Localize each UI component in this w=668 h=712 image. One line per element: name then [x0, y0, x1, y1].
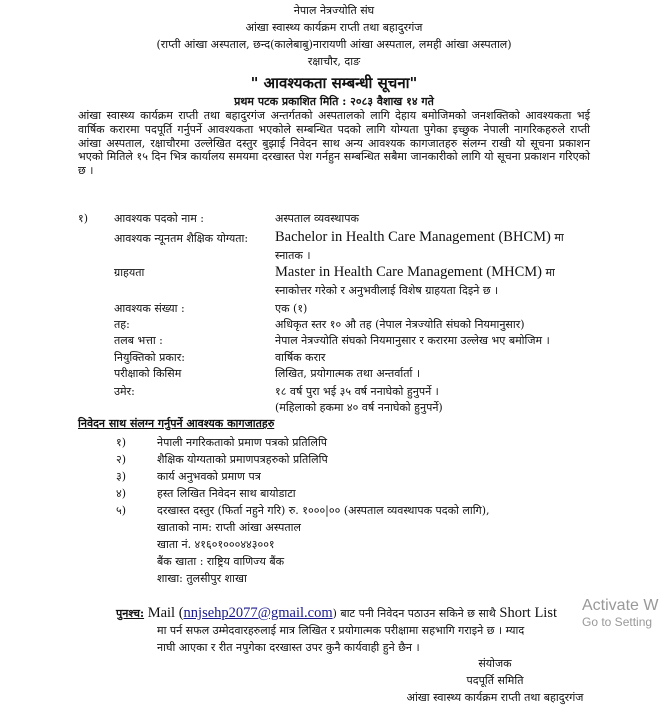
signature-coordinator: संयोजक [478, 657, 512, 670]
salary-label: तलब भत्ता : [114, 334, 163, 347]
org-name: नेपाल नेत्रज्योति संघ [293, 4, 375, 17]
location: रक्षाचौर, दाङ [307, 55, 361, 68]
doc-item: शैक्षिक योग्यताको प्रमाणपत्रहरुको प्रतिलिपि [157, 453, 328, 466]
bank-name: बैंक खाता : राष्ट्रिय वाणिज्य बैंक [157, 555, 285, 568]
doc-item: हस्त लिखित निवेदन साथ बायोडाटा [157, 487, 296, 500]
qualification-value: Bachelor in Health Care Management (BHCM) मा [275, 229, 564, 245]
preference-value-2: स्नाकोत्तर गरेको र अनुभवीलाई विशेष ग्राहयता दिइने छ । [275, 284, 499, 297]
postscript-line-3: नाघी आएका र रीत नपुगेका दरखास्त उपर कुनै कार्यवाही हुने छैन । [157, 641, 420, 654]
position-number: १) [78, 212, 89, 225]
hospitals-list: (राप्ती आंखा अस्पताल, छन्द(कालेबाबु)नारायणी आंखा अस्पताल, लमही आंखा अस्पताल) [156, 38, 512, 51]
postscript-label: पुनश्च: [116, 607, 145, 620]
bank-account-number: खाता नं. ४१६०१०००४४३००१ [157, 538, 275, 551]
post-value: अस्पताल व्यवस्थापक [275, 212, 359, 225]
doc-number: १) [116, 436, 127, 449]
doc-number: ४) [116, 487, 127, 500]
doc-number: ३) [116, 470, 127, 483]
notice-header [0, 4, 668, 109]
appointment-label: नियुक्तिको प्रकार: [114, 351, 185, 364]
published-date: प्रथम पटक प्रकाशित मिति : २०८३ वैशाख १४ गते [234, 94, 434, 108]
preference-label: ग्राहयता [114, 266, 145, 279]
mail-word: Mail ( [144, 605, 184, 621]
signature-block [390, 657, 600, 705]
doc-item: दरखास्त दस्तुर (फिर्ता नहुने गरि) रु. १०००|०० (अस्पताल व्यवस्थापक पदको लागि), [157, 504, 490, 517]
doc-number: ५) [116, 504, 127, 517]
doc-number: २) [116, 453, 127, 466]
doc-item: कार्य अनुभवको प्रमाण पत्र [157, 470, 261, 483]
postscript-text: ) बाट पनी निवेदन पठाउन सकिने छ साथै [332, 607, 496, 620]
signature-organization: आंखा स्वास्थ्य कार्यक्रम राप्ती तथा बहादुरगंज [406, 691, 584, 704]
doc-item: नेपाली नगरिकताको प्रमाण पत्रको प्रतिलिपि [157, 436, 328, 449]
documents-heading: निवेदन साथ संलग्न गर्नुपर्ने आवश्यक कागजातहरु [78, 417, 275, 430]
post-label: आवश्यक पदको नाम : [114, 212, 204, 225]
bank-account-name: खाताको नाम: राप्ती आंखा अस्पताल [157, 521, 301, 534]
bank-branch: शाखा: तुलसीपुर शाखा [157, 572, 247, 585]
short-list-text: Short List [495, 605, 558, 621]
qualification-value-2: स्नातक । [275, 249, 311, 262]
program-name: आंखा स्वास्थ्य कार्यक्रम राप्ती तथा बहादुरगंज [245, 21, 423, 34]
count-label: आवश्यक संख्या : [114, 302, 185, 315]
postscript-note [116, 604, 596, 654]
salary-value: नेपाल नेत्रज्योति संघको नियमानुसार र करारमा उल्लेख भए बमोजिम । [275, 334, 550, 347]
activate-windows-watermark: Activate W Go to Setting [582, 597, 659, 630]
postscript-line-2: मा पर्न सफल उम्मेदवारहरुलाई मात्र लिखित र प्रयोगात्मक परीक्षामा सहभागि गराइने छ । म्याद [157, 624, 525, 637]
age-value: १८ वर्ष पुरा भई ३५ वर्ष ननाघेको हुनुपर्ने । [275, 385, 439, 398]
level-label: तह: [114, 318, 130, 331]
qualification-label: आवश्यक न्यूनतम शैक्षिक योग्यता: [114, 232, 249, 245]
notice-title: " आवश्यकता सम्बन्धी सूचना" [250, 74, 418, 92]
preference-value: Master in Health Care Management (MHCM) मा [275, 264, 555, 280]
exam-value: लिखित, प्रयोगात्मक तथा अन्तर्वार्ता । [275, 367, 421, 380]
level-value: अधिकृत स्तर १० औ तह (नेपाल नेत्रज्योति संघको नियमानुसार) [275, 318, 525, 331]
age-value-women: (महिलाको हकमा ४० वर्ष ननाघेको हुनुपर्ने) [275, 401, 443, 414]
intro-paragraph: आंखा स्वास्थ्य कार्यक्रम राप्ती तथा बहादुरगंज अन्तर्गतको अस्पतालको लागि देहाय बमोजिमको जनशक्तिको आवश्यकता भई वार्षिक करारमा पदपूर्ति गर्नुपर्ने आवश्यकता भएकोले सम्बन्धित पदको लागि योग्यता पुगेका इच्छुक नेपाली नागरिकहरुले राप्ती आंखा अस्पताल, रक्षाचौरमा उल्लेखित दस्तुर बुझाई निवेदन साथ अन्य आवश्यक कागजातहरु संलग्न राखी यो सूचना प्रकाशन भएको मितिले १५ दिन भित्र कार्यालय समयमा दरखास्त पेश गर्नहुन सम्बन्धित सबैमा जानकारीको लागि यो सूचना प्रकाशन गरिएको छ । [78, 109, 590, 177]
count-value: एक (१) [275, 302, 308, 315]
email-link[interactable]: nnjsehp2077@gmail.com [183, 605, 333, 621]
signature-committee: पदपूर्ति समिति [466, 674, 524, 687]
age-label: उमेर: [114, 385, 135, 398]
appointment-value: वार्षिक करार [275, 351, 326, 364]
exam-label: परीक्षाको किसिम [114, 367, 182, 380]
